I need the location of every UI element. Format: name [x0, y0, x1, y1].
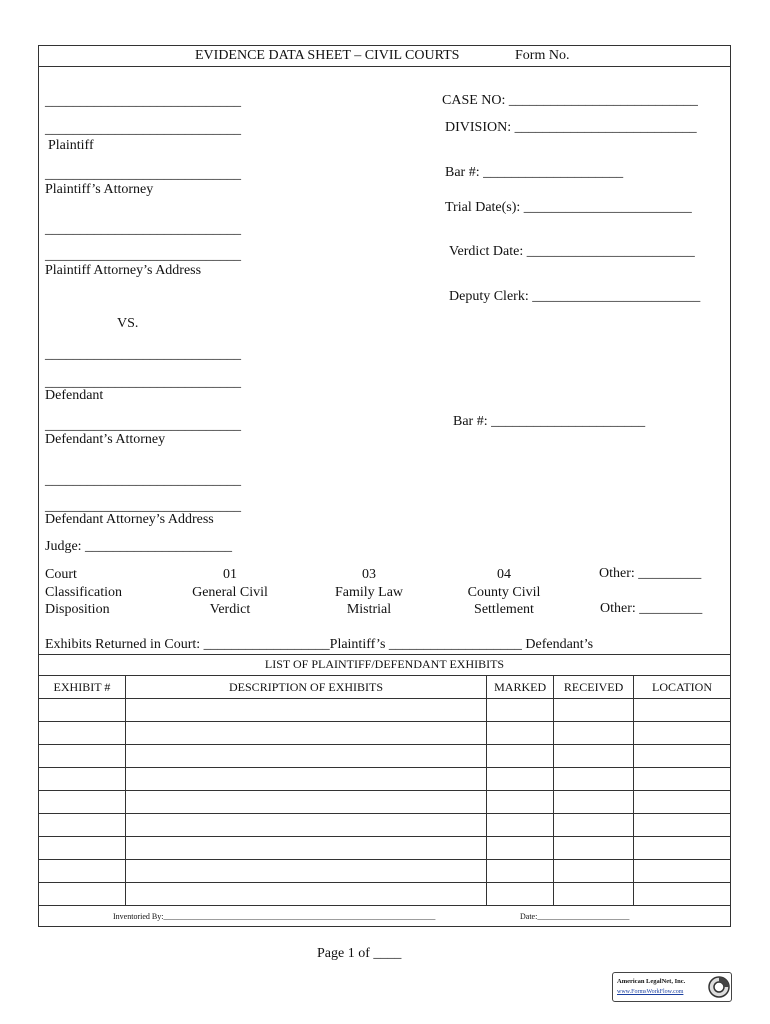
- form-title: EVIDENCE DATA SHEET – CIVIL COURTS: [195, 48, 460, 63]
- location-header: LOCATION: [634, 676, 731, 699]
- defendant-attorney-line[interactable]: ____________________________: [45, 418, 241, 433]
- publisher-url[interactable]: www.FormsWorkFlow.com: [617, 989, 684, 995]
- defendant-attorney-address-line-1[interactable]: ____________________________: [45, 473, 241, 488]
- defendant-label: Defendant: [45, 388, 104, 403]
- defendant-line-1[interactable]: ____________________________: [45, 347, 241, 362]
- defendant-attorney-label: Defendant’s Attorney: [45, 432, 166, 447]
- plaintiff-label: Plaintiff: [48, 138, 94, 153]
- publisher-logo: [612, 972, 732, 1002]
- versus-label: VS.: [117, 316, 139, 331]
- exhibit-table: [38, 675, 731, 906]
- plaintiff-attorney-address-line-2[interactable]: ____________________________: [45, 248, 241, 263]
- table-row[interactable]: [39, 699, 731, 722]
- inventoried-by-field[interactable]: Inventoried By:____________________________________________________________________: [113, 912, 436, 921]
- plaintiff-line-2[interactable]: ____________________________: [45, 122, 241, 137]
- table-header-row: [39, 676, 731, 699]
- description-header: DESCRIPTION OF EXHIBITS: [125, 676, 486, 699]
- verdict-date-field[interactable]: Verdict Date: ________________________: [449, 244, 695, 259]
- seal-icon: [708, 976, 730, 998]
- table-row[interactable]: [39, 814, 731, 837]
- classification-other-field[interactable]: Other: _________: [599, 566, 702, 581]
- plaintiff-attorney-address-label: Plaintiff Attorney’s Address: [45, 263, 202, 278]
- deputy-clerk-field[interactable]: Deputy Clerk: ________________________: [449, 289, 701, 304]
- plaintiff-bar-number-field[interactable]: Bar #: ____________________: [445, 165, 624, 180]
- exhibits-returned-field[interactable]: Exhibits Returned in Court: __________________Plaintiff’s ___________________ Defendant’s: [45, 637, 594, 652]
- form-number-label: Form No.: [515, 48, 570, 63]
- table-row[interactable]: [39, 745, 731, 768]
- exhibit-number-header: EXHIBIT #: [39, 676, 126, 699]
- table-row[interactable]: [39, 883, 731, 906]
- defendant-attorney-address-label: Defendant Attorney’s Address: [45, 512, 214, 527]
- table-row[interactable]: [39, 860, 731, 883]
- classification-general-civil: 01 General Civil Verdict: [192, 567, 268, 617]
- exhibit-table-title: LIST OF PLAINTIFF/DEFENDANT EXHIBITS: [264, 657, 505, 671]
- inventory-date-field[interactable]: Date:_______________________: [520, 912, 630, 921]
- page-number: Page 1 of ____: [317, 946, 402, 961]
- received-header: RECEIVED: [554, 676, 634, 699]
- defendant-line-2[interactable]: ____________________________: [45, 375, 241, 390]
- defendant-bar-number-field[interactable]: Bar #: ______________________: [453, 414, 646, 429]
- table-row[interactable]: [39, 768, 731, 791]
- disposition-other-field[interactable]: Other: _________: [600, 601, 703, 616]
- plaintiff-attorney-label: Plaintiff’s Attorney: [45, 182, 154, 197]
- judge-field[interactable]: Judge: _____________________: [45, 539, 233, 554]
- classification-labels: Court Classification Disposition: [45, 567, 122, 617]
- table-row[interactable]: [39, 791, 731, 814]
- division-field[interactable]: DIVISION: __________________________: [445, 120, 697, 135]
- title-divider: [38, 66, 731, 67]
- exhibits-divider: [38, 654, 731, 655]
- classification-family-law: 03 Family Law Mistrial: [334, 567, 404, 617]
- table-row[interactable]: [39, 722, 731, 745]
- plaintiff-attorney-address-line-1[interactable]: ____________________________: [45, 222, 241, 237]
- classification-county-civil: 04 County Civil Settlement: [467, 567, 541, 617]
- defendant-attorney-address-line-2[interactable]: ____________________________: [45, 499, 241, 514]
- plaintiff-attorney-line[interactable]: ____________________________: [45, 167, 241, 182]
- trial-dates-field[interactable]: Trial Date(s): ________________________: [445, 200, 692, 215]
- table-row[interactable]: [39, 837, 731, 860]
- plaintiff-line-1[interactable]: ____________________________: [45, 94, 241, 109]
- publisher-name: American LegalNet, Inc.: [617, 978, 686, 985]
- marked-header: MARKED: [487, 676, 554, 699]
- case-number-field[interactable]: CASE NO: ___________________________: [442, 93, 698, 108]
